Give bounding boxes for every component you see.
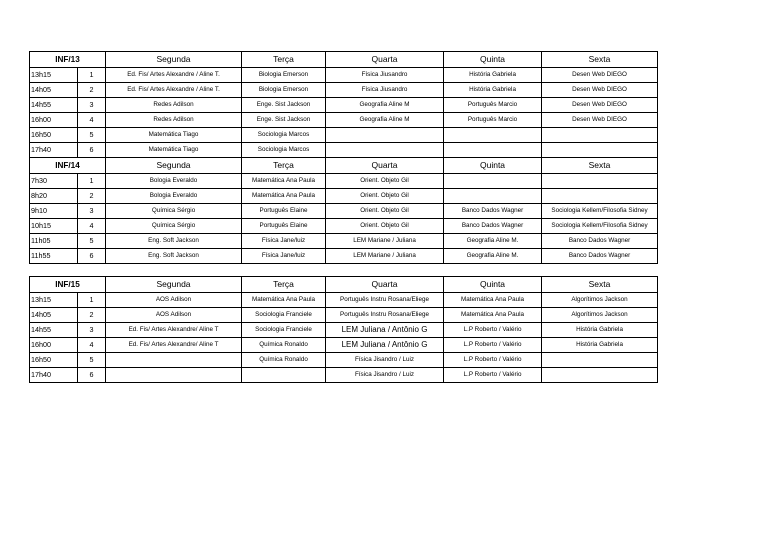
class-cell [106, 353, 242, 368]
class-cell: Português Marcio [444, 98, 542, 113]
class-cell [326, 143, 444, 158]
table-row [30, 113, 658, 128]
class-cell: Matemática Tiago [106, 143, 242, 158]
day-header: Quarta [326, 52, 444, 68]
class-cell: Banco Dados Wagner [444, 204, 542, 219]
day-header: Terça [242, 277, 326, 293]
schedule-table-inf15 [29, 276, 658, 383]
class-cell: Eng. Soft Jackson [106, 234, 242, 249]
class-cell: Sociologia Kellem/Filosofia Sidney [542, 219, 658, 234]
class-cell: Biologia Emerson [242, 68, 326, 83]
class-cell: Geografia Aline M. [444, 234, 542, 249]
schedule-table-inf13 [29, 51, 658, 158]
class-cell: Matemática Ana Paula [444, 293, 542, 308]
period-number: 1 [78, 174, 106, 189]
class-cell [242, 368, 326, 383]
class-name: INF/13 [30, 52, 106, 68]
class-cell: Orient. Objeto Gil [326, 219, 444, 234]
table-row [30, 323, 658, 338]
class-cell: Banco Dados Wagner [444, 219, 542, 234]
table-row [30, 83, 658, 98]
class-cell: Matemática Ana Paula [242, 189, 326, 204]
class-cell: Física Jiusandro [326, 83, 444, 98]
class-cell: Português Instru Rosana/Eliege [326, 293, 444, 308]
period-time: 16h50 [30, 128, 78, 143]
table-row [30, 293, 658, 308]
class-cell: Bologia Everaldo [106, 174, 242, 189]
period-time: 8h20 [30, 189, 78, 204]
class-cell: L.P Roberto / Valério [444, 368, 542, 383]
period-number: 5 [78, 128, 106, 143]
period-number: 3 [78, 98, 106, 113]
class-cell: L.P Roberto / Valério [444, 353, 542, 368]
class-cell: Física Jisandro / Luiz [326, 353, 444, 368]
period-number: 5 [78, 353, 106, 368]
class-cell: Matemática Ana Paula [242, 174, 326, 189]
period-time: 10h15 [30, 219, 78, 234]
class-cell: Algorítimos Jackson [542, 293, 658, 308]
period-number: 4 [78, 113, 106, 128]
period-number: 3 [78, 323, 106, 338]
table-row [30, 249, 658, 264]
day-header: Sexta [542, 158, 658, 174]
day-header: Terça [242, 52, 326, 68]
class-cell: Desen Web DIEGO [542, 68, 658, 83]
table-row [30, 68, 658, 83]
class-cell: História Gabriela [444, 83, 542, 98]
period-time: 16h50 [30, 353, 78, 368]
class-cell: Sociologia Franciele [242, 323, 326, 338]
day-header: Terça [242, 158, 326, 174]
table-row [30, 219, 658, 234]
table-row [30, 234, 658, 249]
period-number: 2 [78, 83, 106, 98]
class-cell: Bologia Everaldo [106, 189, 242, 204]
day-header: Segunda [106, 277, 242, 293]
class-cell: Orient. Objeto Gil [326, 174, 444, 189]
class-cell: Química Sérgio [106, 219, 242, 234]
period-time: 11h05 [30, 234, 78, 249]
period-number: 6 [78, 368, 106, 383]
class-cell: Física Jane/luiz [242, 234, 326, 249]
period-time: 14h55 [30, 323, 78, 338]
class-cell: Sociologia Kellem/Filosofia Sidney [542, 204, 658, 219]
class-cell: Algorítimos Jackson [542, 308, 658, 323]
class-cell [542, 353, 658, 368]
period-number: 1 [78, 293, 106, 308]
class-cell: Eng. Soft Jackson [106, 249, 242, 264]
class-cell: Desen Web DIEGO [542, 113, 658, 128]
period-number: 6 [78, 143, 106, 158]
period-time: 11h55 [30, 249, 78, 264]
period-time: 16h00 [30, 338, 78, 353]
period-time: 13h15 [30, 293, 78, 308]
period-number: 1 [78, 68, 106, 83]
class-cell: AOS Adilson [106, 308, 242, 323]
period-number: 6 [78, 249, 106, 264]
class-cell: Geografia Aline M. [444, 249, 542, 264]
period-number: 2 [78, 308, 106, 323]
class-cell: L.P Roberto / Valério [444, 323, 542, 338]
period-number: 3 [78, 204, 106, 219]
table-row [30, 338, 658, 353]
class-cell: L.P Roberto / Valério [444, 338, 542, 353]
table-row [30, 368, 658, 383]
class-cell: Física Jisandro / Luiz [326, 368, 444, 383]
class-cell [542, 143, 658, 158]
period-number: 5 [78, 234, 106, 249]
class-cell: Sociologia Franciele [242, 308, 326, 323]
class-cell: Ed. Fis/ Artes Alexandre/ Aline T [106, 323, 242, 338]
table-body [30, 277, 658, 383]
table-body [30, 52, 658, 158]
class-cell [444, 128, 542, 143]
class-cell: Português Marcio [444, 113, 542, 128]
period-number: 4 [78, 219, 106, 234]
class-cell: História Gabriela [444, 68, 542, 83]
class-cell [444, 143, 542, 158]
table-row [30, 143, 658, 158]
class-cell [542, 368, 658, 383]
class-cell: Matemática Ana Paula [444, 308, 542, 323]
class-cell: Matemática Ana Paula [242, 293, 326, 308]
table-row [30, 98, 658, 113]
class-cell: Orient. Objeto Gil [326, 204, 444, 219]
day-header: Segunda [106, 52, 242, 68]
table-row [30, 189, 658, 204]
class-cell [444, 189, 542, 204]
class-cell: Matemática Tiago [106, 128, 242, 143]
class-cell [542, 189, 658, 204]
class-cell: Português Instru Rosana/Eliege [326, 308, 444, 323]
class-cell: Sociologia Marcos [242, 143, 326, 158]
class-cell: Química Sérgio [106, 204, 242, 219]
table-row [30, 353, 658, 368]
day-header: Quinta [444, 158, 542, 174]
class-cell: Biologia Emerson [242, 83, 326, 98]
class-cell: Redes Adilson [106, 98, 242, 113]
class-cell: Português Elaine [242, 204, 326, 219]
period-time: 17h40 [30, 368, 78, 383]
period-time: 14h05 [30, 308, 78, 323]
class-cell: LEM Mariane / Juliana [326, 249, 444, 264]
class-name: INF/14 [30, 158, 106, 174]
class-cell: Geografia Aline M [326, 113, 444, 128]
table-row [30, 128, 658, 143]
class-cell: Orient. Objeto Gil [326, 189, 444, 204]
class-cell: Física Jane/luiz [242, 249, 326, 264]
class-cell: Enge. Sist Jackson [242, 113, 326, 128]
class-name: INF/15 [30, 277, 106, 293]
class-cell: Química Ronaldo [242, 338, 326, 353]
class-cell: Banco Dados Wagner [542, 249, 658, 264]
class-cell: Ed. Fis/ Artes Alexandre / Aline T. [106, 68, 242, 83]
period-time: 7h30 [30, 174, 78, 189]
class-cell: Desen Web DIEGO [542, 98, 658, 113]
period-number: 4 [78, 338, 106, 353]
class-cell [542, 128, 658, 143]
class-cell: Geografia Aline M [326, 98, 444, 113]
class-cell: Desen Web DIEGO [542, 83, 658, 98]
period-time: 17h40 [30, 143, 78, 158]
day-header: Sexta [542, 277, 658, 293]
class-cell: Português Elaine [242, 219, 326, 234]
class-cell: Química Ronaldo [242, 353, 326, 368]
class-cell: Redes Adilson [106, 113, 242, 128]
period-time: 9h10 [30, 204, 78, 219]
class-cell: Sociologia Marcos [242, 128, 326, 143]
day-header: Quarta [326, 158, 444, 174]
class-cell: LEM Juliana / Antônio G [326, 323, 444, 338]
header-row [30, 277, 658, 293]
class-cell: Enge. Sist Jackson [242, 98, 326, 113]
class-cell [326, 128, 444, 143]
header-row [30, 52, 658, 68]
class-cell: Ed. Fis/ Artes Alexandre / Aline T. [106, 83, 242, 98]
class-cell: LEM Mariane / Juliana [326, 234, 444, 249]
period-time: 14h55 [30, 98, 78, 113]
class-cell: AOS Adilson [106, 293, 242, 308]
class-cell [542, 174, 658, 189]
period-number: 2 [78, 189, 106, 204]
header-row [30, 158, 658, 174]
day-header: Quinta [444, 52, 542, 68]
table-body [30, 158, 658, 264]
class-cell [106, 368, 242, 383]
period-time: 13h15 [30, 68, 78, 83]
table-row [30, 204, 658, 219]
class-cell: História Gabriela [542, 323, 658, 338]
class-cell: História Gabriela [542, 338, 658, 353]
class-cell: Ed. Fis/ Artes Alexandre/ Aline T [106, 338, 242, 353]
class-cell [444, 174, 542, 189]
class-cell: LEM Juliana / Antônio G [326, 338, 444, 353]
period-time: 16h00 [30, 113, 78, 128]
day-header: Quarta [326, 277, 444, 293]
day-header: Segunda [106, 158, 242, 174]
table-row [30, 174, 658, 189]
period-time: 14h05 [30, 83, 78, 98]
day-header: Quinta [444, 277, 542, 293]
table-row [30, 308, 658, 323]
day-header: Sexta [542, 52, 658, 68]
class-cell: Banco Dados Wagner [542, 234, 658, 249]
schedule-table-inf14 [29, 157, 658, 264]
class-cell: Física Jiusandro [326, 68, 444, 83]
